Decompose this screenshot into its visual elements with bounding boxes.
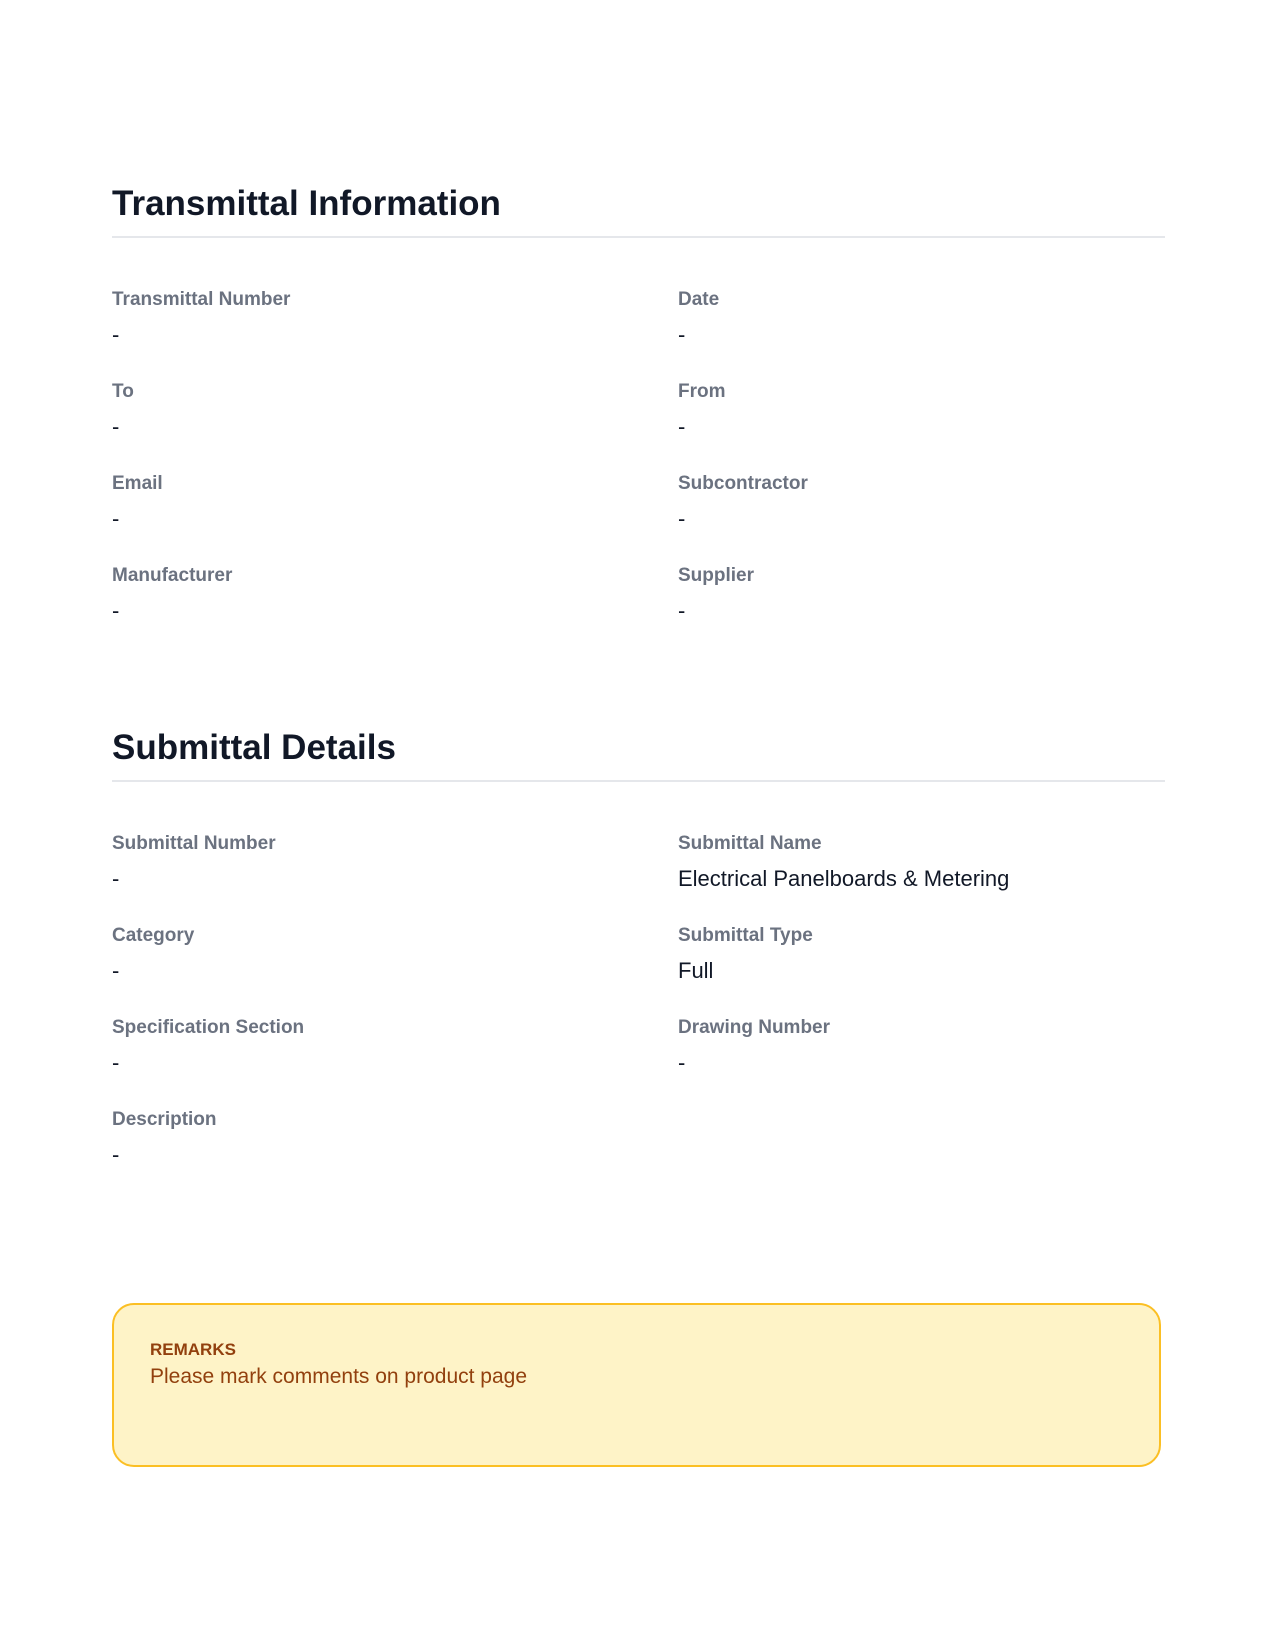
field-value: - [678, 322, 686, 347]
field-drawing-number [678, 1016, 1158, 1076]
field-value: - [112, 958, 120, 983]
field-label: Submittal Type [678, 925, 813, 946]
field-value: Electrical Panelboards & Metering [678, 866, 1010, 891]
field-value: - [112, 506, 120, 531]
field-label: Email [112, 473, 163, 494]
field-value: - [678, 1050, 686, 1075]
field-supplier [678, 564, 1158, 624]
field-manufacturer [112, 564, 592, 624]
remarks-box [112, 1303, 1161, 1467]
field-value: - [112, 1050, 120, 1075]
field-to [112, 380, 592, 440]
field-label: Subcontractor [678, 473, 808, 494]
field-label: From [678, 381, 726, 402]
field-label: Supplier [678, 565, 755, 586]
field-label: Specification Section [112, 1017, 305, 1038]
field-from [678, 380, 1158, 440]
field-submittal-number [112, 832, 592, 892]
field-value: - [112, 414, 120, 439]
field-label: Description [112, 1109, 217, 1130]
field-label: Manufacturer [112, 565, 233, 586]
remarks-label: REMARKS [150, 1340, 236, 1359]
field-submittal-name [678, 832, 1158, 892]
field-value: - [678, 598, 686, 623]
field-specification-section [112, 1016, 592, 1076]
remarks-text: Please mark comments on product page [150, 1365, 528, 1388]
field-value: Full [678, 958, 714, 983]
field-value: - [112, 598, 120, 623]
field-date [678, 288, 1158, 348]
field-value: - [112, 322, 120, 347]
field-transmittal-number [112, 288, 592, 348]
field-value: - [678, 506, 686, 531]
submittal-section-divider [112, 780, 1165, 782]
field-label: Drawing Number [678, 1017, 831, 1038]
submittal-section-title: Submittal Details [112, 728, 396, 767]
field-label: Transmittal Number [112, 289, 291, 310]
transmittal-section-divider [112, 236, 1165, 238]
field-label: Category [112, 925, 195, 946]
field-submittal-type [678, 924, 1158, 984]
field-value: - [112, 1142, 120, 1167]
field-label: Date [678, 289, 720, 310]
field-subcontractor [678, 472, 1158, 532]
submittal-section [112, 728, 1165, 1167]
field-email [112, 472, 592, 532]
field-label: To [112, 381, 134, 402]
field-label: Submittal Name [678, 833, 822, 854]
transmittal-section [112, 184, 1165, 623]
field-label: Submittal Number [112, 833, 276, 854]
field-value: - [112, 866, 120, 891]
field-description [112, 1108, 592, 1168]
field-value: - [678, 414, 686, 439]
transmittal-section-title: Transmittal Information [112, 184, 501, 223]
field-category [112, 924, 592, 984]
